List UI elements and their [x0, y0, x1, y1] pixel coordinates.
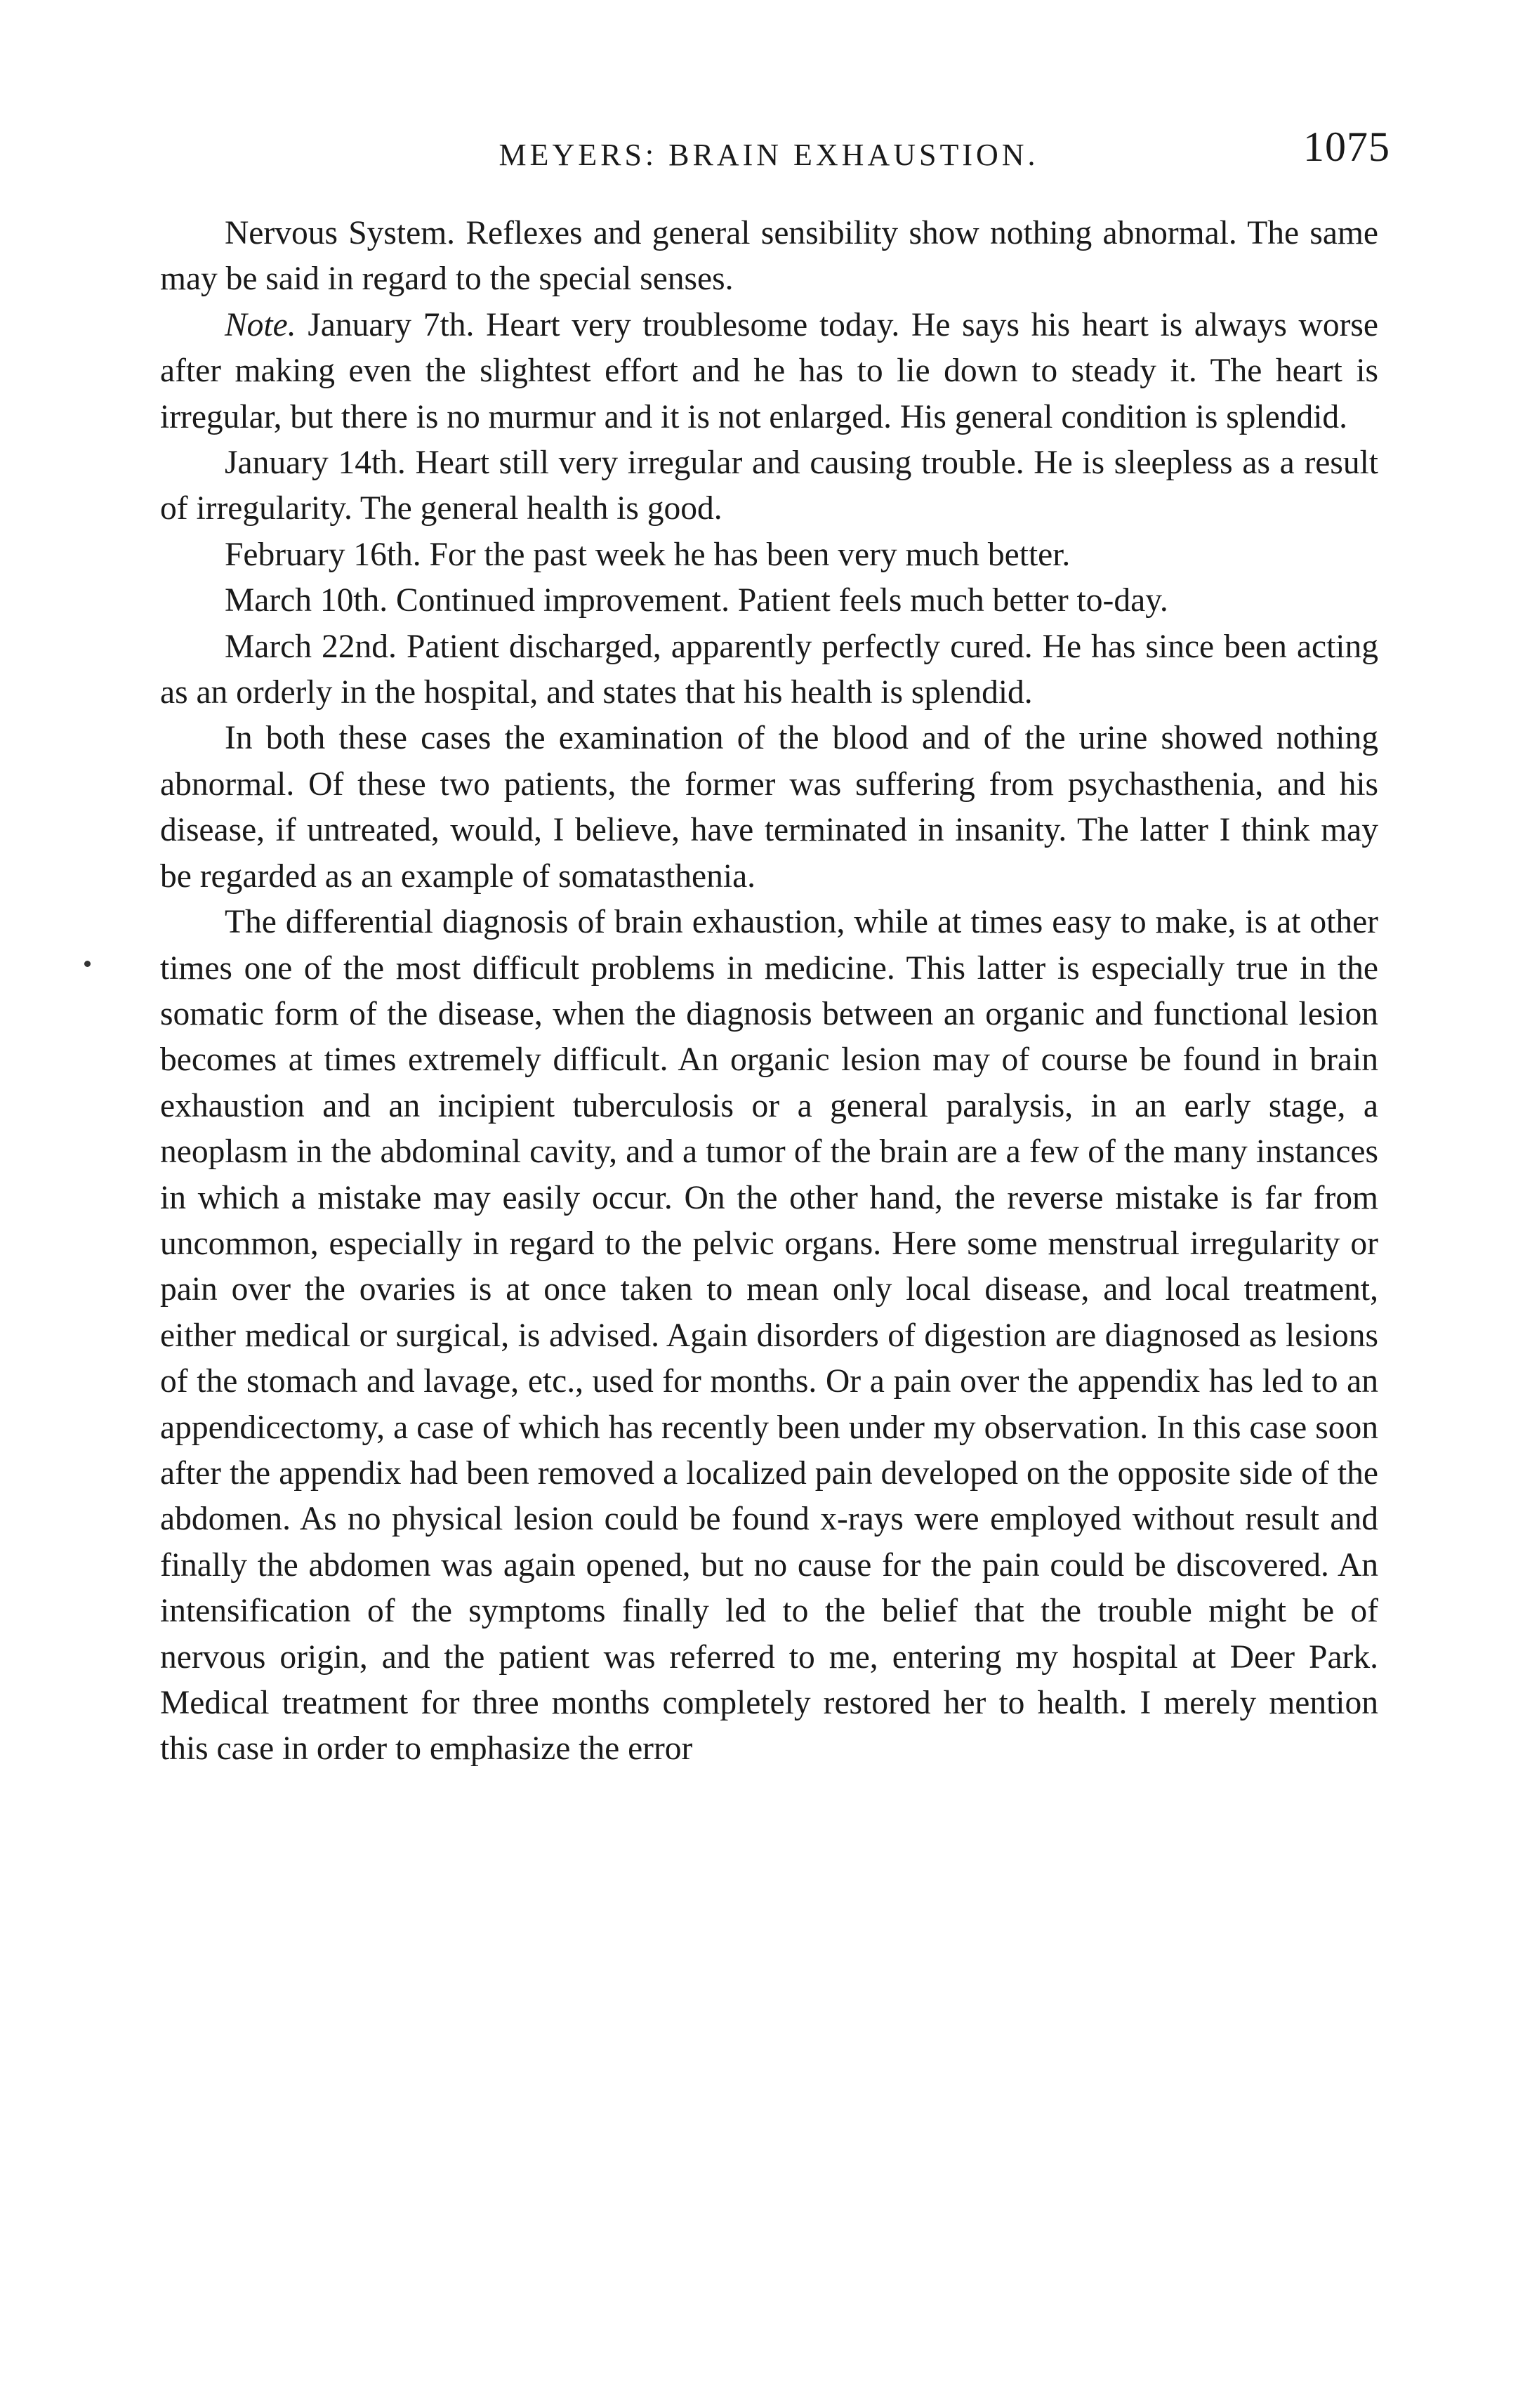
paragraph-differential-diagnosis: The differential diagnosis of brain exhaustion, while at times easy to make, is at other times one of the most difficult problems in medicine. This latter is especially true in the somatic form of the disease, when the diagnosis between an organic and functional lesion becomes at times extremely difficult. An organic lesion may of course be found in brain exhaustion and an incipient tuberculosis or a general paralysis, in an early stage, a neoplasm in the abdominal cavity, and a tumor of the brain are a few of the many instances in which a mistake may easily occur. On the other hand, the reverse mistake is far from uncommon, especially in regard to the pelvic organs. Here some menstrual irregularity or pain over the ovaries is at once taken to mean only local disease, and local treatment, either medical or surgical, is advised. Again disorders of digestion are diagnosed as lesions of the stomach and lavage, etc., used for months. Or a pain over the appendix has led to an appendicectomy, a case of which has recently been under my observation. In this case soon after the appendix had been removed a localized pain developed on the opposite side of the abdomen. As no physical lesion could be found x-rays were employed without result and finally the abdomen was again opened, but no cause for the pain could be discovered. An intensification of the symptoms finally led to the belief that the trouble might be of nervous origin, and the patient was referred to me, entering my hospital at Deer Park. Medical treatment for three months completely restored her to health. I merely mention this case in order to emphasize the error [160, 904, 1378, 1768]
running-title: MEYERS: BRAIN EXHAUSTION. [499, 138, 1039, 172]
body-text [160, 211, 1378, 1772]
margin-dot [84, 961, 91, 967]
note-label: Note. [225, 306, 296, 343]
paragraph-note-january-7: Note. January 7th. Heart very troublesome today. He says his heart is always worse after making even the slightest effort and he has to lie down to steady it. The heart is irregular, but there is no murmur and it is not enlarged. His general condition is splendid. [160, 306, 1378, 435]
page-number: 1075 [1303, 124, 1390, 170]
paragraph-march-10: March 10th. Continued improvement. Patient feels much better to-day. [225, 582, 1168, 619]
paragraph-nervous-system: Nervous System. Reflexes and general sensibility show nothing abnormal. The same may be said in regard to the special senses. [160, 215, 1378, 298]
paragraph-both-cases: In both these cases the examination of the blood and of the urine showed nothing abnormal. Of these two patients, the former was suffering from psychasthenia, and his disease, if untreated, would, I believe, have terminated in insanity. The latter I think may be regarded as an example of somatasthenia. [160, 720, 1378, 895]
running-header [161, 123, 1390, 186]
paragraph-january-14: January 14th. Heart still very irregular and causing trouble. He is sleepless as a result of irregularity. The general health is good. [160, 445, 1378, 527]
paragraph-march-22: March 22nd. Patient discharged, apparently perfectly cured. He has since been acting as an orderly in the hospital, and states that his health is splendid. [160, 628, 1378, 711]
paragraph-february-16: February 16th. For the past week he has been very much better. [225, 536, 1071, 573]
